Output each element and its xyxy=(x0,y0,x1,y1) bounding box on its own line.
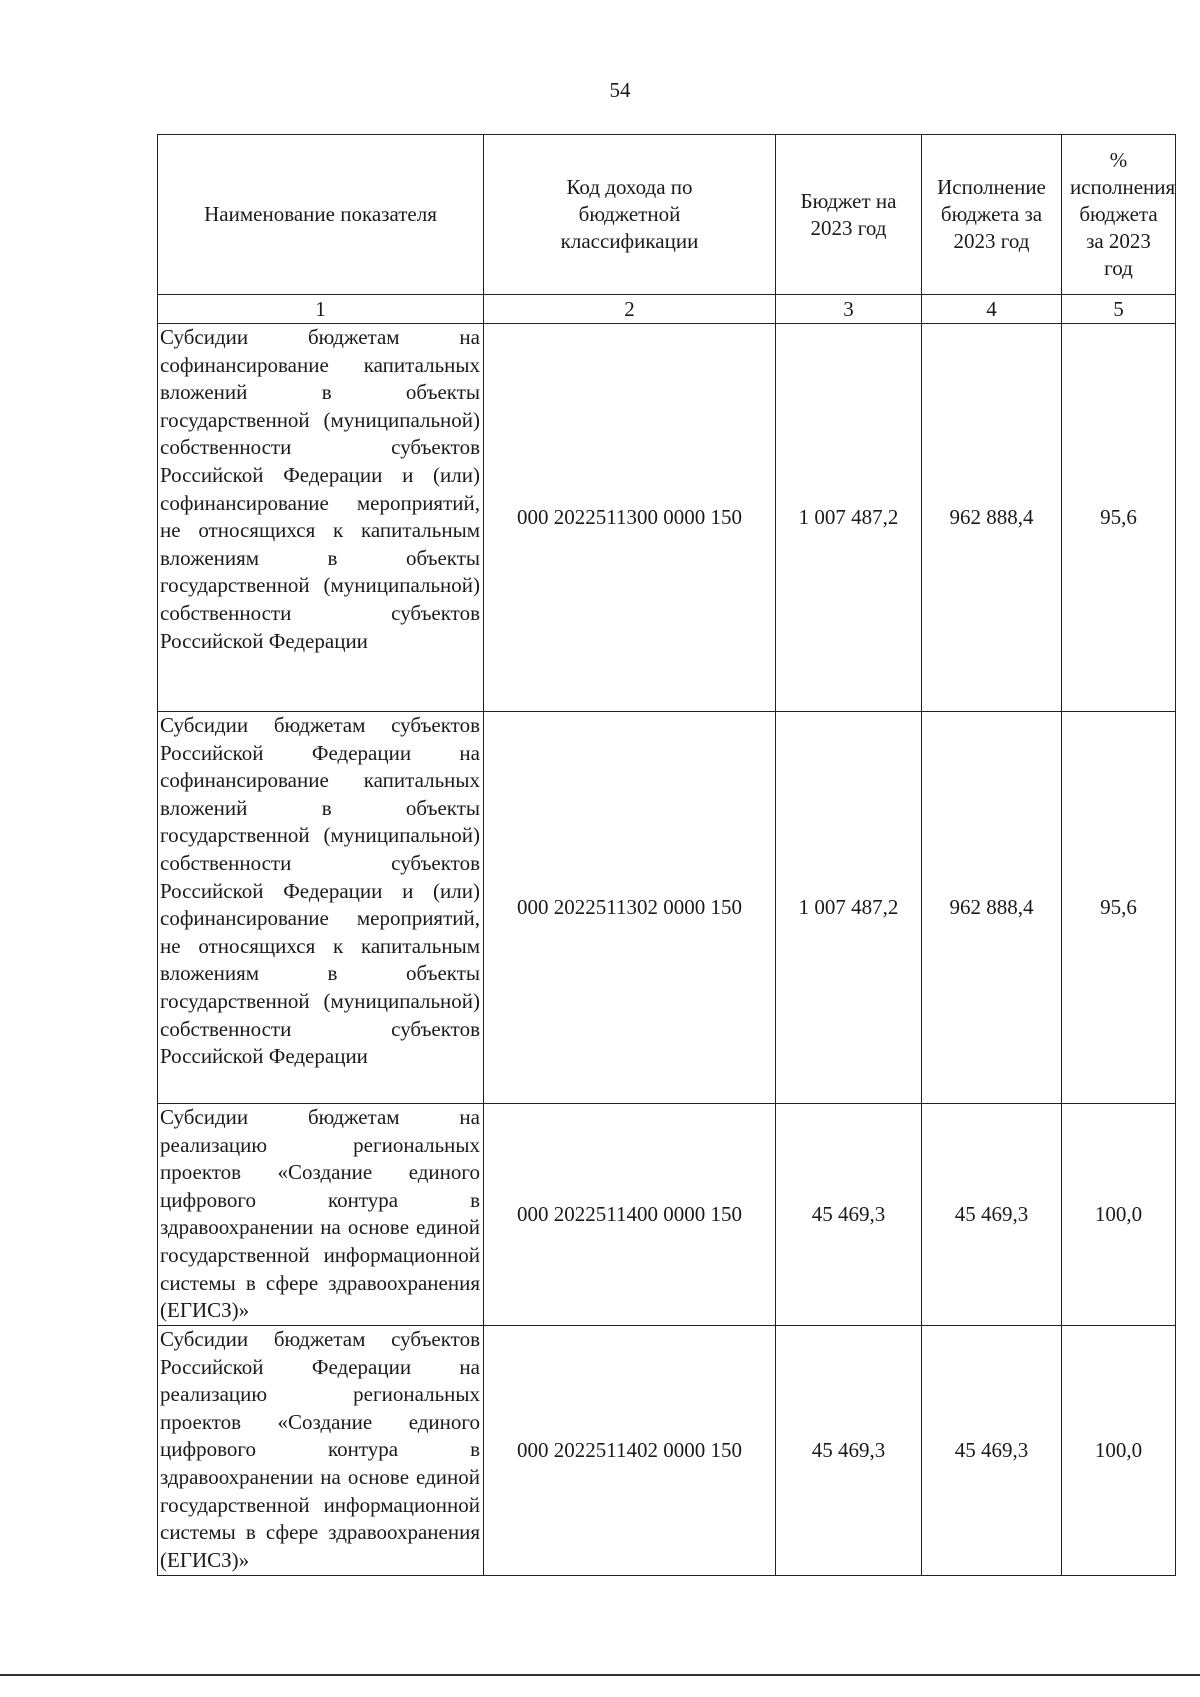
header-percent: % исполнения бюджета за 2023 год xyxy=(1062,135,1176,295)
income-code: 000 2022511400 0000 150 xyxy=(484,1104,776,1326)
budget-value: 45 469,3 xyxy=(776,1104,922,1326)
execution-value: 45 469,3 xyxy=(922,1326,1062,1576)
header-execution: Исполнение бюджета за 2023 год xyxy=(922,135,1062,295)
column-number: 1 xyxy=(158,295,484,324)
percent-value: 95,6 xyxy=(1062,712,1176,1104)
indicator-name: Субсидии бюджетам субъектов Российской Федерации на реализацию региональных проектов «Создание единого цифрового контура в здравоохранении на основе единой государственной информационной системы в сфере здравоохранения (ЕГИСЗ)» xyxy=(158,1326,484,1576)
table-row xyxy=(158,324,1176,712)
page-number: 54 xyxy=(609,78,631,102)
table-row xyxy=(158,712,1176,1104)
table-row xyxy=(158,1104,1176,1326)
indicator-name: Субсидии бюджетам на реализацию региональных проектов «Создание единого цифрового контура в здравоохранении на основе единой государственной информационной системы в сфере здравоохранения (ЕГИСЗ)» xyxy=(158,1104,484,1326)
column-number: 2 xyxy=(484,295,776,324)
budget-table xyxy=(157,134,1176,1576)
column-number: 4 xyxy=(922,295,1062,324)
income-code: 000 2022511302 0000 150 xyxy=(484,712,776,1104)
budget-value: 1 007 487,2 xyxy=(776,324,922,712)
execution-value: 45 469,3 xyxy=(922,1104,1062,1326)
table-header-row xyxy=(158,135,1176,295)
column-number-row xyxy=(158,295,1176,324)
bottom-rule xyxy=(0,1674,1200,1676)
percent-value: 95,6 xyxy=(1062,324,1176,712)
column-number: 3 xyxy=(776,295,922,324)
income-code: 000 2022511402 0000 150 xyxy=(484,1326,776,1576)
budget-value: 45 469,3 xyxy=(776,1326,922,1576)
percent-value: 100,0 xyxy=(1062,1104,1176,1326)
budget-value: 1 007 487,2 xyxy=(776,712,922,1104)
execution-value: 962 888,4 xyxy=(922,712,1062,1104)
header-budget: Бюджет на 2023 год xyxy=(776,135,922,295)
execution-value: 962 888,4 xyxy=(922,324,1062,712)
income-code: 000 2022511300 0000 150 xyxy=(484,324,776,712)
column-number: 5 xyxy=(1062,295,1176,324)
header-income-code: Код дохода по бюджетной классификации xyxy=(484,135,776,295)
header-indicator-name: Наименование показателя xyxy=(158,135,484,295)
indicator-name: Субсидии бюджетам на софинансирование капитальных вложений в объекты государственной (муниципальной) собственности субъектов Российской Федерации и (или) софинансирование мероприятий, не относящихся к капитальным вложениям в объекты государственной (муниципальной) собственности субъектов Российской Федерации xyxy=(158,324,484,712)
indicator-name: Субсидии бюджетам субъектов Российской Федерации на софинансирование капитальных вложений в объекты государственной (муниципальной) собственности субъектов Российской Федерации и (или) софинансирование мероприятий, не относящихся к капитальным вложениям в объекты государственной (муниципальной) собственности субъектов Российской Федерации xyxy=(158,712,484,1104)
percent-value: 100,0 xyxy=(1062,1326,1176,1576)
table-row xyxy=(158,1326,1176,1576)
